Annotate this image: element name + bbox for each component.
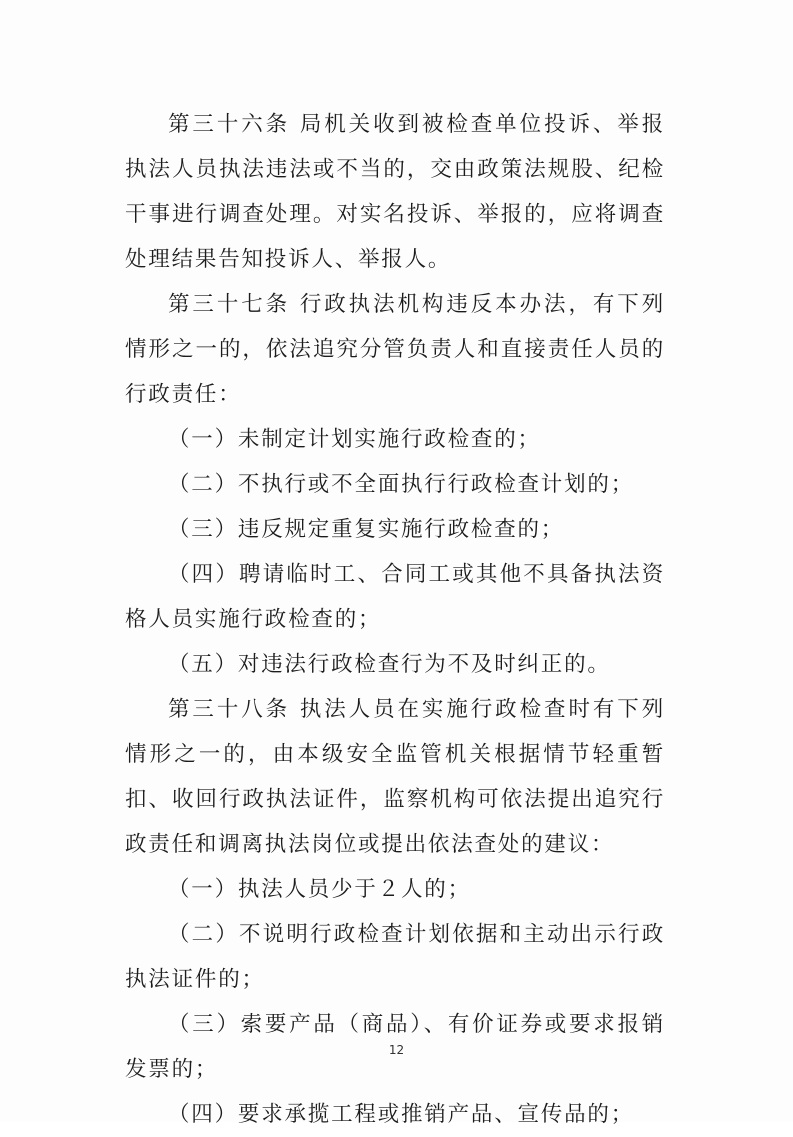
document-body <box>125 102 665 1137</box>
paragraph-article-37: 第三十七条 行政执法机构违反本办法，有下列情形之一的，依法追究分管负责人和直接责任人员的行政责任： <box>125 292 665 407</box>
page-number: 12 <box>388 1043 405 1057</box>
list-item-38-2: （二）不说明行政检查计划依据和主动出示行政执法证件的； <box>125 922 665 992</box>
list-item-37-5: （五）对违法行政检查行为不及时纠正的。 <box>168 652 611 677</box>
paragraph-article-36: 第三十六条 局机关收到被检查单位投诉、举报执法人员执法违法或不当的，交由政策法规股、纪检干事进行调查处理。对实名投诉、举报的，应将调查处理结果告知投诉人、举报人。 <box>125 112 665 272</box>
list-item-37-1: （一）未制定计划实施行政检查的； <box>168 427 541 452</box>
list-item-38-4: （四）要求承揽工程或推销产品、宣传品的； <box>168 1102 635 1127</box>
list-item-37-2: （二）不执行或不全面执行行政检查计划的； <box>168 472 635 497</box>
list-item-38-3: （三）索要产品（商品）、有价证券或要求报销发票的； <box>125 1012 665 1082</box>
list-item-37-3: （三）违反规定重复实施行政检查的； <box>168 517 565 542</box>
paragraph-article-38: 第三十八条 执法人员在实施行政检查时有下列情形之一的，由本级安全监管机关根据情节轻重暂扣、收回行政执法证件，监察机构可依法提出追究行政责任和调离执法岗位或提出依法查处的建议： <box>125 697 665 857</box>
list-item-38-1: （一）执法人员少于２人的； <box>168 877 471 902</box>
list-item-37-4: （四）聘请临时工、合同工或其他不具备执法资格人员实施行政检查的； <box>125 562 665 632</box>
